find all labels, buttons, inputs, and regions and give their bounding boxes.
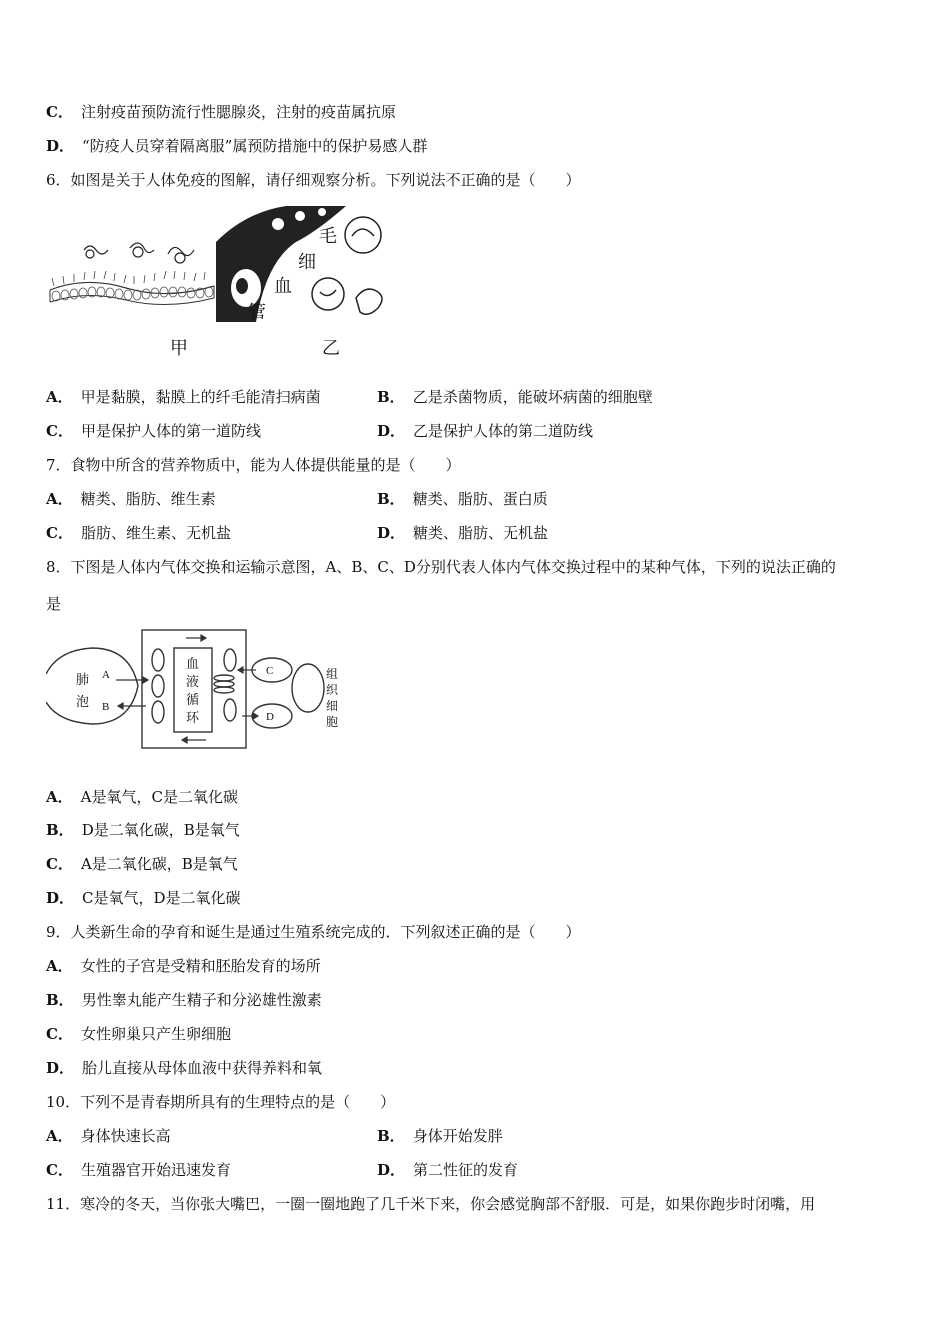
vessel-char-xi: 细	[298, 252, 316, 272]
q8-option-d: D． C是氧气，D是二氧化碳	[46, 889, 241, 907]
q6-option-a: A． 甲是黏膜，黏膜上的纤毛能清扫病菌	[46, 388, 321, 406]
q7-option-a: A． 糖类、脂肪、维生素	[46, 490, 216, 508]
q10-option-b: B． 身体开始发胖	[377, 1127, 503, 1145]
vessel-char-guan: 管	[248, 302, 266, 322]
blood-char-1: 血	[186, 656, 200, 671]
lung-char-pao: 泡	[76, 694, 90, 709]
q6-figure-svg	[46, 202, 396, 362]
gas-a-label: A	[102, 669, 110, 681]
q9-option-c: C． 女性卵巢只产生卵细胞	[46, 1025, 231, 1043]
blood-char-2: 液	[186, 674, 200, 689]
tissue-char-2: 织	[326, 683, 339, 697]
q5-option-d: D． “防疫人员穿着隔离服”属预防措施中的保护易感人群	[46, 137, 428, 155]
q6-option-c: C． 甲是保护人体的第一道防线	[46, 422, 261, 440]
q10-stem: 10．下列不是青春期所具有的生理特点的是（ ）	[46, 1093, 396, 1111]
q6-option-b: B． 乙是杀菌物质，能破坏病菌的细胞壁	[377, 388, 653, 406]
q8-figure-svg	[46, 626, 342, 756]
q9-option-d: D． 胎儿直接从母体血液中获得养料和氧	[46, 1059, 323, 1077]
vessel-char-mao: 毛	[319, 226, 337, 246]
q8-option-b: B． D是二氧化碳，B是氧气	[46, 821, 240, 839]
q8-gas-exchange-figure	[46, 626, 342, 756]
tissue-char-4: 胞	[326, 715, 339, 729]
q7-option-c: C． 脂肪、维生素、无机盐	[46, 524, 231, 542]
q8-stem-line2: 是	[46, 595, 62, 613]
q8-option-a: A． A是氧气，C是二氧化碳	[46, 788, 238, 806]
q9-stem: 9．人类新生命的孕育和诞生是通过生殖系统完成的．下列叙述正确的是（ ）	[46, 923, 581, 941]
blood-char-4: 环	[186, 710, 200, 725]
q8-option-c: C． A是二氧化碳，B是氧气	[46, 855, 238, 873]
q8-stem-line1: 8．下图是人体内气体交换和运输示意图，A、B、C、D分别代表人体内气体交换过程中的某种气体，下列的说法正确的	[46, 558, 836, 576]
label-jia: 甲	[170, 338, 188, 358]
q6-stem: 6．如图是关于人体免疫的图解，请仔细观察分析。下列说法不正确的是（ ）	[46, 171, 581, 189]
tissue-char-3: 细	[326, 699, 339, 713]
q10-option-c: C． 生殖器官开始迅速发育	[46, 1161, 231, 1179]
lung-char-fei: 肺	[76, 672, 90, 687]
gas-b-label: B	[102, 701, 110, 713]
vessel-char-xue: 血	[274, 276, 292, 296]
q6-immunity-figure	[46, 202, 396, 362]
alveolus-shape	[46, 648, 138, 724]
q9-option-a: A． 女性的子宫是受精和胚胎发育的场所	[46, 957, 321, 975]
label-yi: 乙	[322, 338, 340, 358]
gas-d-label: D	[266, 711, 274, 723]
tissue-char-1: 组	[326, 667, 339, 681]
gas-c-label: C	[266, 665, 274, 677]
q9-option-b: B． 男性睾丸能产生精子和分泌雄性激素	[46, 991, 322, 1009]
q5-option-c: C． 注射疫苗预防流行性腮腺炎，注射的疫苗属抗原	[46, 103, 396, 121]
q7-option-b: B． 糖类、脂肪、蛋白质	[377, 490, 548, 508]
mucosa-drawing	[50, 243, 214, 305]
q10-option-a: A． 身体快速长高	[46, 1127, 171, 1145]
q7-option-d: D． 糖类、脂肪、无机盐	[377, 524, 549, 542]
q7-stem: 7．食物中所含的营养物质中，能为人体提供能量的是（ ）	[46, 456, 461, 474]
q11-stem: 11．寒冷的冬天，当你张大嘴巴，一圈一圈地跑了几千米下来，你会感觉胸部不舒服．可是，如果你跑步时闭嘴，用	[46, 1195, 816, 1213]
q10-option-d: D． 第二性征的发育	[377, 1161, 519, 1179]
blood-char-3: 循	[186, 692, 200, 707]
q6-option-d: D． 乙是保护人体的第二道防线	[377, 422, 594, 440]
